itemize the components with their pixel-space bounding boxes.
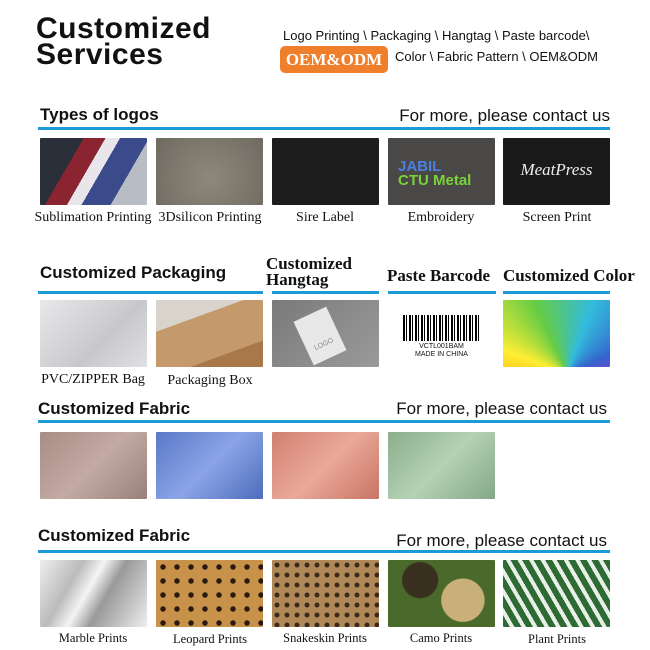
divider xyxy=(388,291,496,294)
color-heading: Customized Color xyxy=(503,266,635,285)
sublimation-printing-image xyxy=(40,138,147,205)
divider xyxy=(38,420,610,423)
marble-print-image xyxy=(40,560,147,627)
3d-silicon-printing-image xyxy=(156,138,263,205)
fabric-heading: Customized Fabric xyxy=(38,399,191,418)
sire-label-image xyxy=(272,138,379,205)
barcode-image: VCTL001BAM MADE IN CHINA xyxy=(388,300,495,367)
barcode-bars xyxy=(403,315,481,341)
divider xyxy=(38,550,610,553)
divider xyxy=(503,291,610,294)
label: Plant Prints xyxy=(528,632,586,646)
fabric-contact: For more, please contact us xyxy=(396,399,607,418)
label: Snakeskin Prints xyxy=(283,631,367,645)
barcode-heading: Paste Barcode xyxy=(387,266,491,285)
logos-contact: For more, please contact us xyxy=(399,106,610,125)
prints-heading: Customized Fabric xyxy=(38,526,191,545)
label: Packaging Box xyxy=(167,373,253,388)
label: Sire Label xyxy=(296,210,354,225)
label: Marble Prints xyxy=(58,631,128,645)
label: Screen Print xyxy=(522,210,592,225)
plant-print-image xyxy=(503,560,610,627)
divider xyxy=(38,291,263,294)
pvc-zipper-bag-image xyxy=(40,300,147,367)
packaging-heading: Customized Packaging xyxy=(40,263,227,282)
fabric-swatch-mauve xyxy=(40,432,147,499)
prints-contact: For more, please contact us xyxy=(396,531,607,550)
page-title: Customized Services xyxy=(36,12,212,71)
camo-print-image xyxy=(388,560,495,627)
label: PVC/ZIPPER Bag xyxy=(41,372,145,387)
services-line-1: Logo Printing \ Packaging \ Hangtag \ Paste barcode\ xyxy=(283,28,590,43)
hangtag-heading: Customized Hangtag xyxy=(266,254,352,289)
screen-print-image: MeatPress xyxy=(503,138,610,205)
divider xyxy=(272,291,379,294)
label: Sublimation Printing xyxy=(34,210,152,225)
label: Leopard Prints xyxy=(173,632,247,646)
label: Embroidery xyxy=(407,210,475,225)
color-swatches-image xyxy=(503,300,610,367)
hangtag-image: LOGO xyxy=(272,300,379,367)
leopard-print-image xyxy=(156,560,263,627)
fabric-swatch-green xyxy=(388,432,495,499)
label: Camo Prints xyxy=(409,631,473,645)
packaging-box-image xyxy=(156,300,263,367)
logos-heading: Types of logos xyxy=(40,105,159,124)
divider xyxy=(38,127,610,130)
oem-odm-badge: OEM&ODM xyxy=(280,46,388,73)
label: 3Dsilicon Printing xyxy=(158,210,262,225)
services-line-2: Color \ Fabric Pattern \ OEM&ODM xyxy=(395,49,598,64)
snakeskin-print-image xyxy=(272,560,379,627)
embroidery-image: JABIL CTU Metal xyxy=(388,138,495,205)
fabric-swatch-blue xyxy=(156,432,263,499)
fabric-swatch-salmon xyxy=(272,432,379,499)
